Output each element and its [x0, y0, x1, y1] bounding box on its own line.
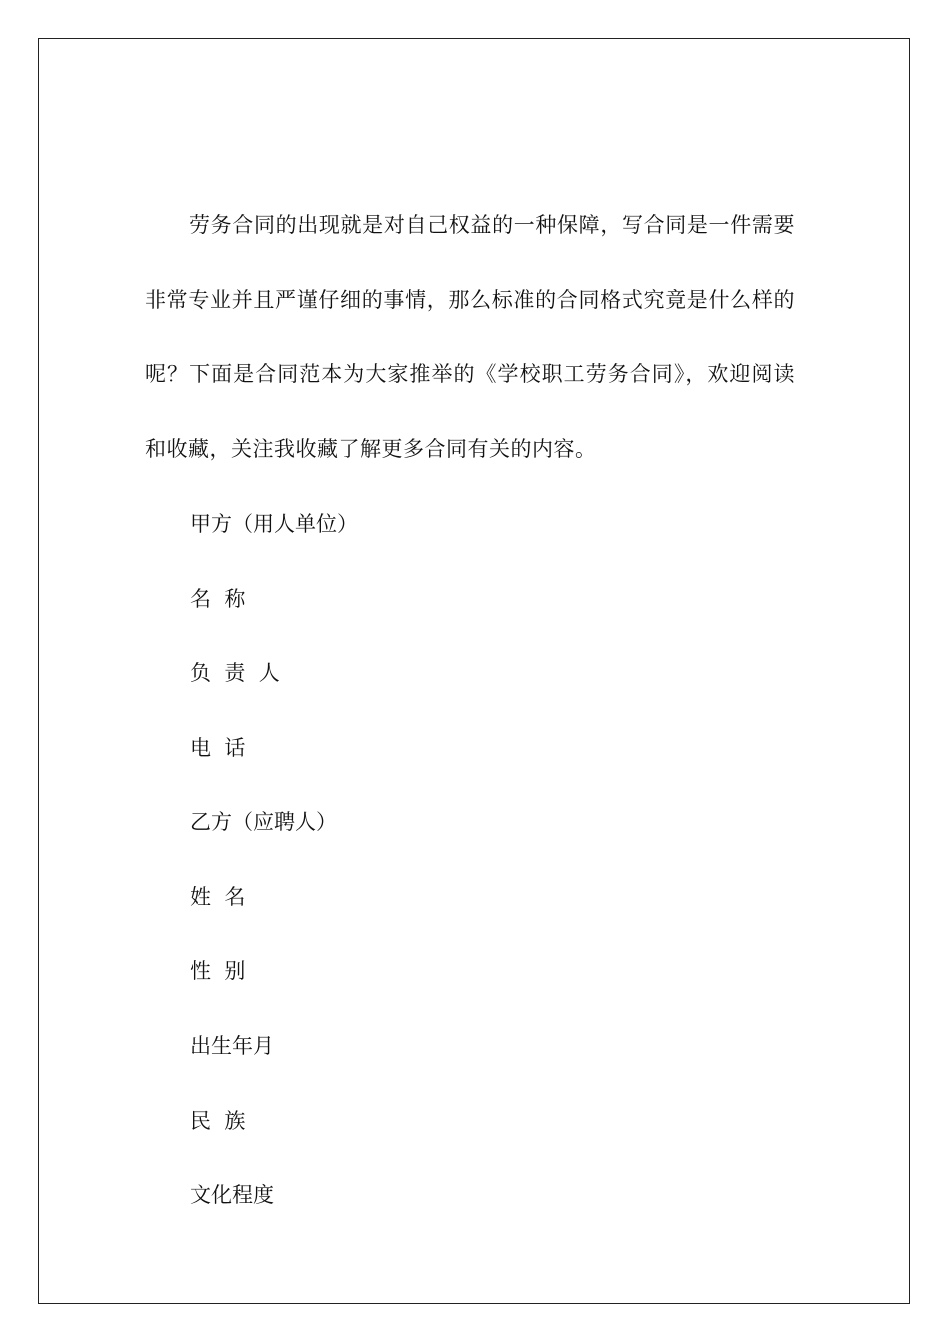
field-full-name: 姓 名	[190, 885, 246, 909]
field-phone: 电 话	[190, 736, 246, 760]
field-birth-date: 出生年月	[190, 1034, 274, 1058]
intro-paragraph: 劳务合同的出现就是对自己权益的一种保障，写合同是一件需要非常专业并且严谨仔细的事情，那么标准的合同格式究竟是什么样的呢？下面是合同范本为大家推举的《学校职工劳务合同》，欢迎阅读和收藏，关注我收藏了解更多合同有关的内容。	[145, 213, 795, 461]
field-gender: 性 别	[190, 959, 246, 983]
field-name: 名 称	[190, 587, 246, 611]
party-a-heading: 甲方（用人单位）	[190, 512, 358, 536]
field-responsible-person: 负 责 人	[190, 661, 280, 685]
field-education: 文化程度	[190, 1183, 274, 1207]
party-b-heading: 乙方（应聘人）	[190, 810, 337, 834]
field-ethnicity: 民 族	[190, 1109, 246, 1133]
